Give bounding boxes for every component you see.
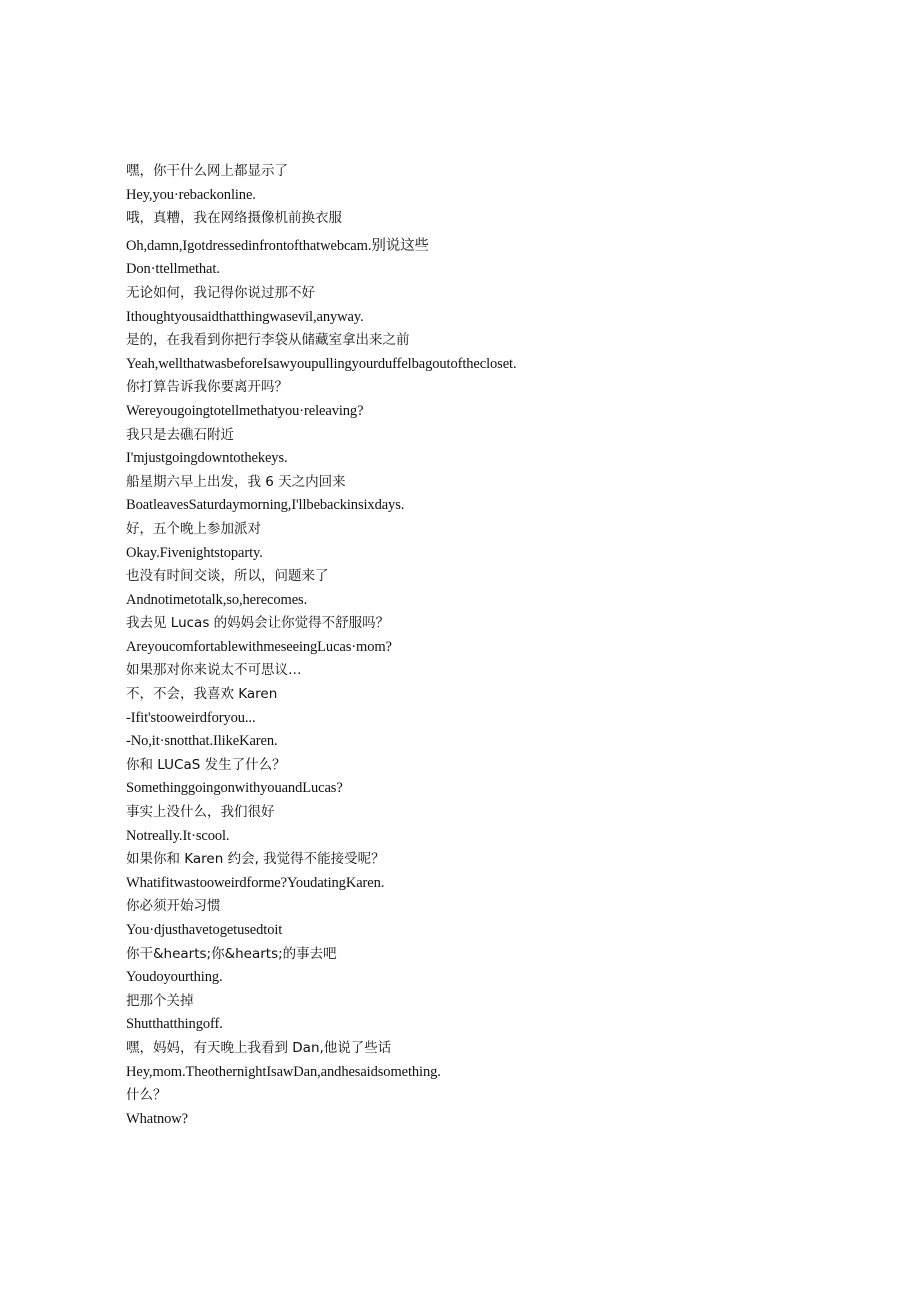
transcript-line: Hey,you·rebackonline. [126, 186, 256, 203]
transcript-line: Whatifitwastooweirdforme?YoudatingKaren. [126, 874, 385, 891]
transcript-line: Whatnow? [126, 1110, 189, 1127]
transcript-line: 无论如何，我记得你说过那不好 [126, 284, 315, 301]
transcript-line: 不，不会，我喜欢 Karen [126, 686, 278, 703]
transcript-line: 如果那对你来说太不可思议… [126, 662, 302, 679]
transcript-line: Ithoughtyousaidthatthingwasevil,anyway. [126, 308, 364, 325]
transcript-line: 我去见 Lucas 的妈妈会让你觉得不舒服吗？ [126, 615, 390, 632]
transcript-line: Andnotimetotalk,so,herecomes. [126, 591, 308, 608]
transcript-line: Yeah,wellthatwasbeforeIsawyoupullingyourduffelbagoutofthecloset. [126, 355, 517, 372]
transcript-line: Wereyougoingtotellmethatyou·releaving? [126, 402, 364, 419]
transcript-line: 好，五个晚上参加派对 [126, 520, 261, 537]
transcript-line: 嘿，妈妈，有天晚上我看到 Dan,他说了些话 [126, 1039, 392, 1056]
transcript-line: 如果你和 Karen 约会, 我觉得不能接受呢？ [126, 851, 385, 868]
transcript-line: Youdoyourthing. [126, 969, 223, 986]
transcript-line: AreyoucomfortablewithmeseeingLucas·mom? [126, 638, 392, 655]
transcript-line: 你和 LUCaS 发生了什么？ [126, 756, 286, 773]
transcript-line: You·djusthavetogetusedtoit [126, 922, 283, 938]
transcript-line: 你必须开始习惯 [126, 898, 221, 915]
transcript-line: 把那个关掉 [126, 992, 194, 1009]
transcript-line: Shutthatthingoff. [126, 1016, 223, 1033]
transcript-line: 哦，真糟，我在网络摄像机前换衣服 [126, 210, 342, 227]
transcript-line: 什么？ [126, 1087, 167, 1104]
subtitle-transcript [126, 160, 826, 1131]
transcript-line: 也没有时间交谈，所以，问题来了 [126, 568, 329, 585]
transcript-line: 嘿，你干什么网上都显示了 [126, 163, 288, 179]
transcript-line: 是的，在我看到你把行李袋从储藏室拿出来之前 [126, 332, 410, 349]
transcript-line: Don·ttellmethat. [126, 261, 220, 278]
transcript-line: Oh,damn,Igotdressedinfrontofthatwebcam.别说这些 [126, 237, 429, 254]
transcript-line: -No,it·snotthat.IlikeKaren. [126, 733, 278, 750]
transcript-line: 船星期六早上出发，我 6 天之内回来 [126, 473, 346, 490]
transcript-line: Notreally.It·scool. [126, 827, 230, 844]
transcript-line: 你干&hearts;你&hearts;的事去吧 [126, 945, 337, 962]
transcript-line: 我只是去礁石附近 [126, 426, 234, 443]
transcript-line: SomethinggoingonwithyouandLucas? [126, 780, 343, 797]
transcript-line: 你打算告诉我你要离开吗？ [126, 379, 288, 396]
transcript-line: -Ifit'stooweirdforyou... [126, 709, 256, 726]
transcript-line: 事实上没什么，我们很好 [126, 804, 275, 821]
transcript-line: Hey,mom.TheothernightIsawDan,andhesaidsomething. [126, 1063, 441, 1080]
transcript-line: Okay.Fivenightstoparty. [126, 544, 263, 561]
transcript-line: I'mjustgoingdowntothekeys. [126, 450, 288, 467]
transcript-line: BoatleavesSaturdaymorning,I'llbebackinsixdays. [126, 497, 405, 514]
